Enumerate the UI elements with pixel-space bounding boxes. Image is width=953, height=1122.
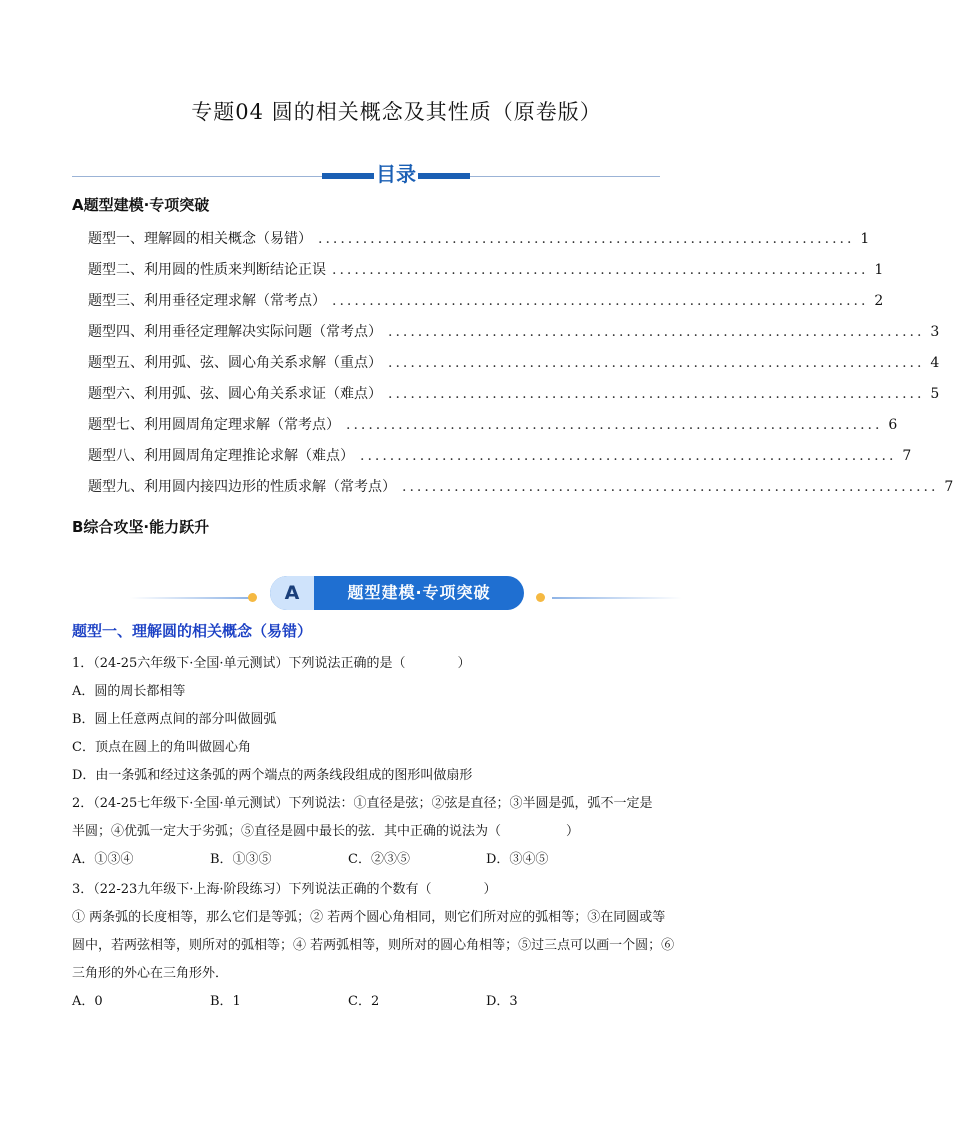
q1-option-a: A．圆的周长都相等: [72, 684, 186, 699]
banner-pill: [270, 576, 524, 610]
q2-option-c: C．②③⑤: [348, 852, 410, 867]
q3-body-line2: 圆中，若两弦相等，则所对的弧相等；④ 若两弧相等，则所对的圆心角相等；⑤过三点可以画一个圆；⑥: [72, 938, 675, 953]
section-banner: [230, 572, 570, 612]
toc-item-page: 4: [930, 355, 940, 371]
page-title: 专题04 圆的相关概念及其性质（原卷版）: [191, 100, 602, 124]
q3-option-a: A．0: [72, 994, 103, 1009]
q3-stem: 3．（22-23九年级下·上海·阶段练习）下列说法正确的个数有（ ）: [72, 882, 497, 897]
q1-stem: 1．（24-25六年级下·全国·单元测试）下列说法正确的是（ ）: [72, 656, 471, 671]
toc-item-page: 1: [874, 262, 884, 278]
banner-dot-left: [248, 593, 257, 602]
toc-item[interactable]: 题型七、利用圆周角定理求解（常考点） ........................................................................ 6: [88, 414, 628, 445]
q1-option-d: D．由一条弧和经过这条弧的两个端点的两条线段组成的图形叫做扇形: [72, 768, 473, 783]
toc-section-a[interactable]: A题型建模·专项突破: [72, 196, 210, 214]
toc-header-bar-right: [418, 173, 470, 179]
toc-item-page: 7: [944, 479, 953, 495]
toc-item[interactable]: 题型四、利用垂径定理解决实际问题（常考点） ........................................................................ 3: [88, 321, 628, 352]
q2-option-a: A．①③④: [72, 852, 134, 867]
toc-item-page: 6: [888, 417, 898, 433]
toc-item-page: 3: [930, 324, 940, 340]
q2-stem-line1: 2．（24-25七年级下·全国·单元测试）下列说法：①直径是弦；②弦是直径；③半圆是弧，弧不一定是: [72, 796, 653, 811]
toc-section-b[interactable]: B综合攻坚·能力跃升: [72, 518, 210, 536]
q3-option-b: B．1: [210, 994, 241, 1009]
q1-option-b: B．圆上任意两点间的部分叫做圆弧: [72, 712, 277, 727]
toc-list: [88, 228, 953, 507]
toc-header-bar-left: [322, 173, 374, 179]
toc-item-page: 2: [874, 293, 884, 309]
toc-item[interactable]: 题型三、利用垂径定理求解（常考点） ........................................................................ 2: [88, 290, 628, 321]
toc-item-text: 题型二、利用圆的性质来判断结论正误: [88, 262, 326, 278]
toc-item-page: 5: [930, 386, 940, 402]
toc-item[interactable]: 题型二、利用圆的性质来判断结论正误 ........................................................................ 1: [88, 259, 628, 290]
toc-item-page: 1: [860, 231, 870, 247]
toc-item-text: 题型五、利用弧、弦、圆心角关系求解（重点）: [88, 355, 382, 371]
banner-text: 题型建模·专项突破: [347, 583, 491, 602]
toc-item-text: 题型三、利用垂径定理求解（常考点）: [88, 293, 326, 309]
toc-header: [72, 158, 660, 188]
toc-item-text: 题型七、利用圆周角定理求解（常考点）: [88, 417, 340, 433]
toc-item-text: 题型六、利用弧、弦、圆心角关系求证（难点）: [88, 386, 382, 402]
toc-item-text: 题型一、理解圆的相关概念（易错）: [88, 231, 312, 247]
q3-option-d: D．3: [486, 994, 518, 1009]
q3-body-line3: 三角形的外心在三角形外．: [72, 966, 229, 981]
banner-line-right: [552, 597, 682, 599]
q3-option-c: C．2: [348, 994, 380, 1009]
banner-dot-right: [536, 593, 545, 602]
q3-body-line1: ① 两条弧的长度相等，那么它们是等弧；② 若两个圆心角相同，则它们所对应的弧相等；③在同圆或等: [72, 910, 666, 925]
toc-item[interactable]: 题型六、利用弧、弦、圆心角关系求证（难点） ........................................................................ 5: [88, 383, 628, 414]
toc-item-text: 题型四、利用垂径定理解决实际问题（常考点）: [88, 324, 382, 340]
toc-item[interactable]: 题型八、利用圆周角定理推论求解（难点） ........................................................................ 7: [88, 445, 628, 476]
q2-option-b: B．①③⑤: [210, 852, 272, 867]
toc-item[interactable]: 题型一、理解圆的相关概念（易错） ........................................................................ 1: [88, 228, 628, 259]
toc-header-label: 目录: [374, 158, 418, 187]
banner-letter: A: [270, 576, 314, 610]
toc-item-text: 题型九、利用圆内接四边形的性质求解（常考点）: [88, 479, 396, 495]
toc-item[interactable]: 题型五、利用弧、弦、圆心角关系求解（重点） ........................................................................ 4: [88, 352, 628, 383]
toc-item[interactable]: 题型九、利用圆内接四边形的性质求解（常考点） ........................................................................ 7: [88, 476, 628, 507]
q2-option-d: D．③④⑤: [486, 852, 549, 867]
q1-option-c: C．顶点在圆上的角叫做圆心角: [72, 740, 251, 755]
toc-item-text: 题型八、利用圆周角定理推论求解（难点）: [88, 448, 354, 464]
banner-line-left: [130, 597, 250, 599]
toc-item-page: 7: [902, 448, 912, 464]
q2-stem-line2: 半圆；④优弧一定大于劣弧；⑤直径是圆中最长的弦．其中正确的说法为（ ）: [72, 824, 580, 839]
question-section-title: 题型一、理解圆的相关概念（易错）: [72, 622, 313, 640]
